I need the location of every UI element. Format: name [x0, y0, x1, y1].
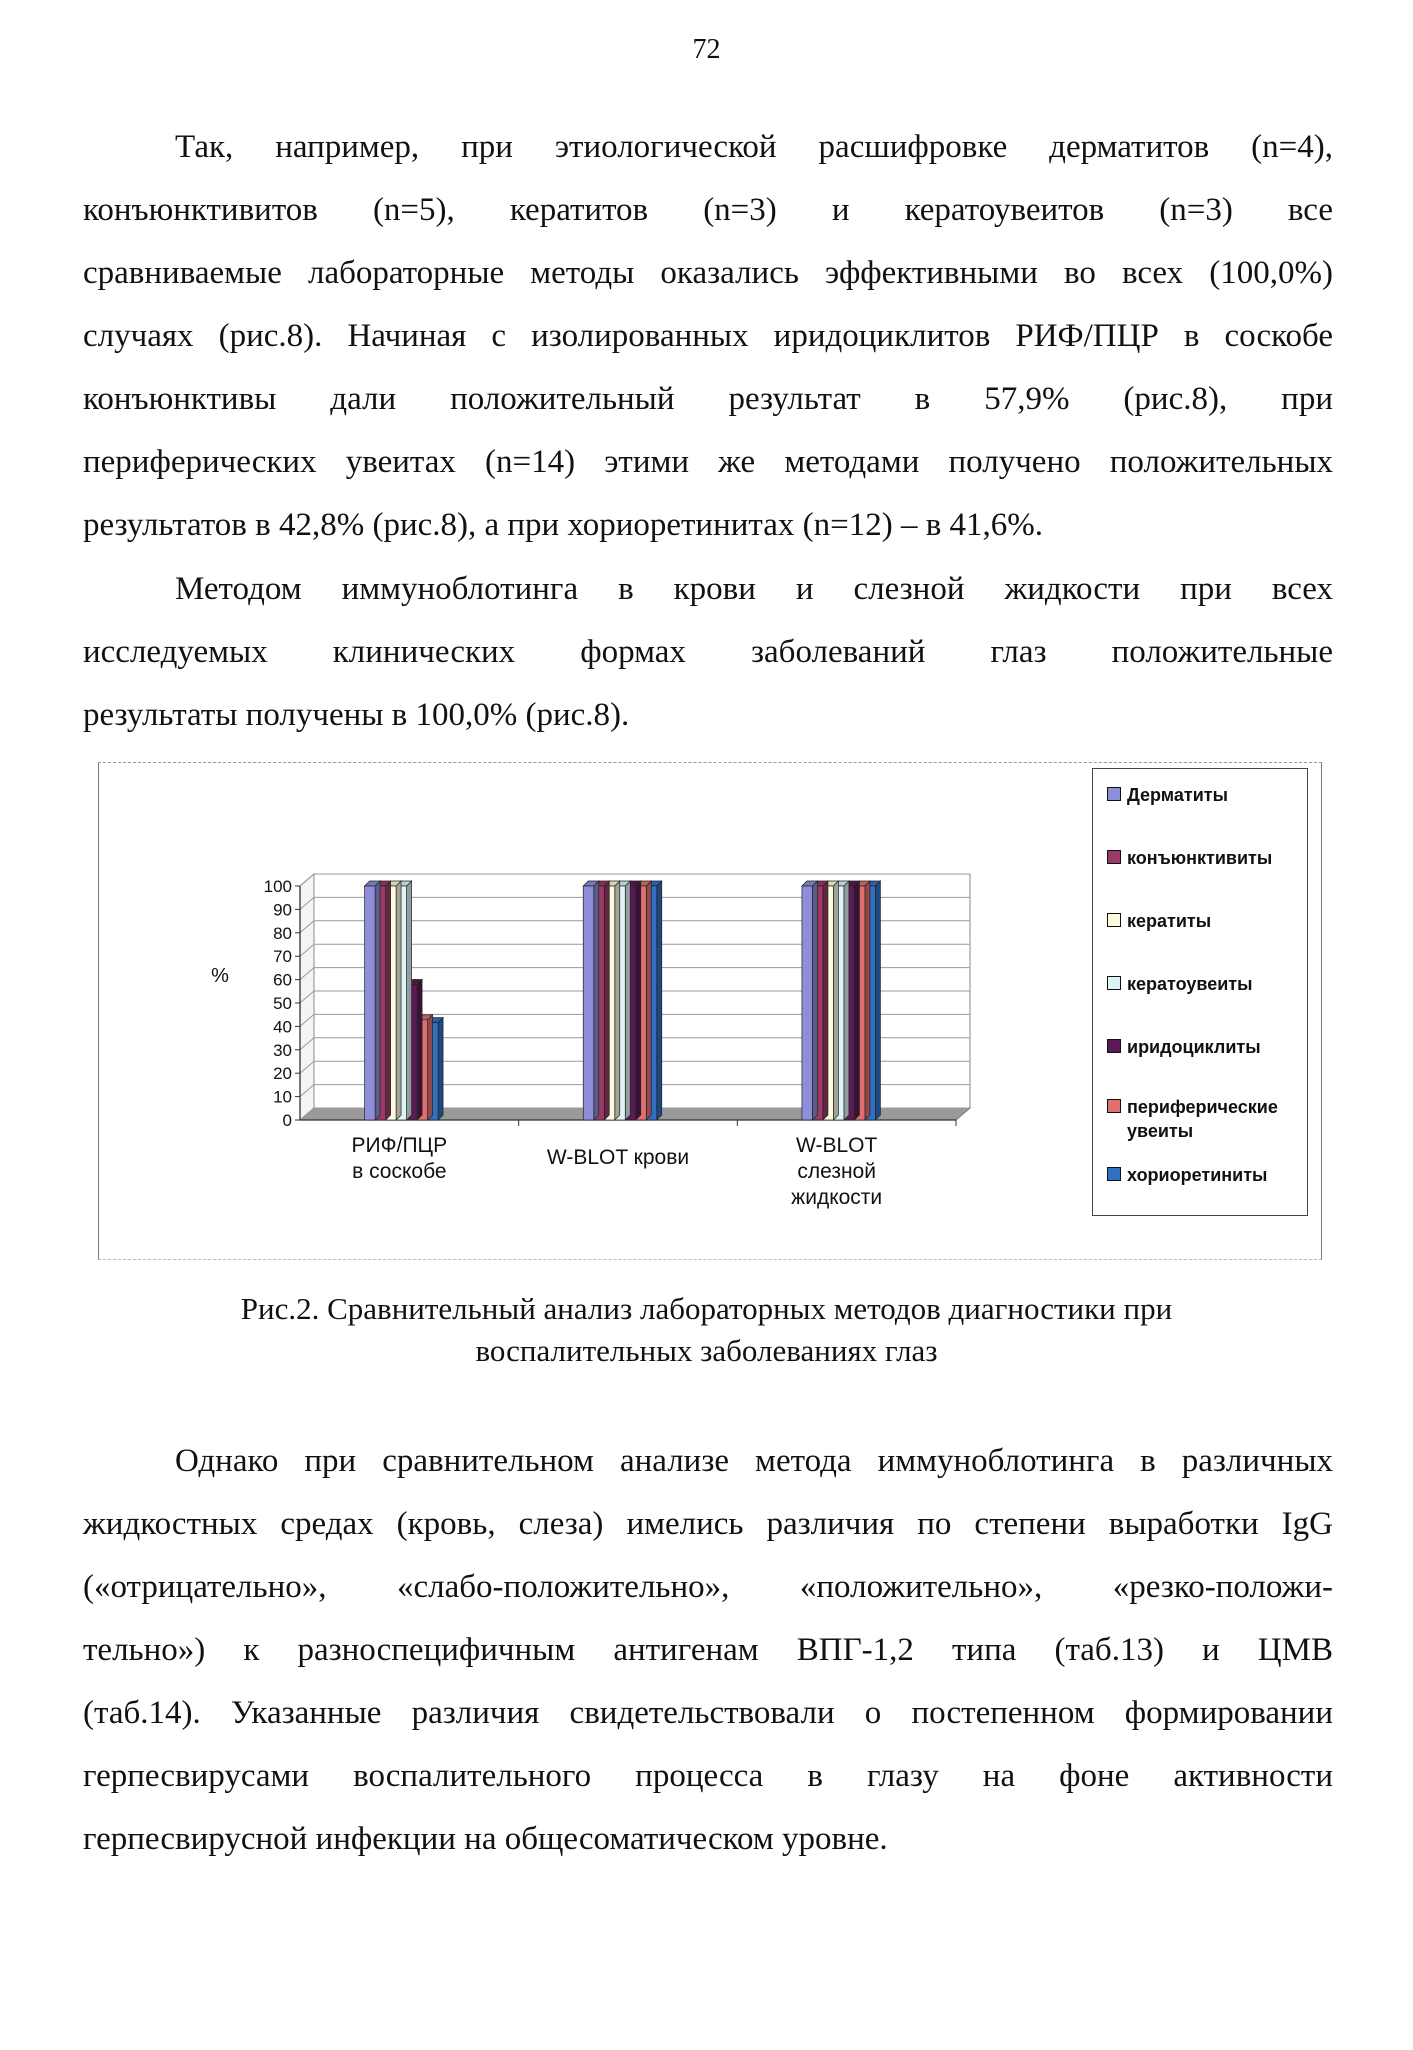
bar-side	[407, 881, 412, 1120]
text-line: случаях (рис.8). Начиная с изолированных иридоциклитов РИФ/ПЦР в соскобе	[83, 318, 1333, 354]
x-category-label: РИФ/ПЦР	[351, 1134, 448, 1157]
bar-front	[583, 886, 594, 1120]
x-category-label: слезной	[797, 1160, 876, 1183]
bar	[802, 881, 818, 1120]
page-number: 72	[692, 34, 721, 65]
paragraph-1	[83, 116, 1333, 557]
chart-legend	[1092, 768, 1308, 1216]
figure-caption	[0, 1288, 1413, 1372]
x-category-label: в соскобе	[352, 1160, 447, 1183]
bar	[365, 881, 381, 1120]
legend-item	[1107, 1163, 1303, 1187]
paragraph-2	[83, 558, 1333, 747]
legend-label: хориоретиниты	[1127, 1165, 1268, 1185]
text-line: периферических увеитах (n=14) этими же методами получено положительных	[83, 444, 1333, 480]
x-category-label: W-BLOT	[796, 1134, 878, 1157]
legend-item	[1107, 909, 1303, 933]
text-line: тельно») к разноспецифичным антигенам ВПГ-1,2 типа (таб.13) и ЦМВ	[83, 1632, 1333, 1668]
y-tick-label: 90	[273, 900, 292, 920]
legend-item	[1107, 1095, 1303, 1143]
bar-side	[375, 881, 380, 1120]
y-tick-label: 10	[273, 1087, 292, 1107]
bar-side	[854, 881, 859, 1120]
x-category-label: W-BLOT крови	[546, 1146, 690, 1169]
y-tick-label: 0	[282, 1111, 292, 1130]
text-line: Методом иммуноблотинга в крови и слезной жидкости при всех	[175, 571, 1333, 607]
y-tick-label: 50	[273, 994, 292, 1013]
legend-label: Дерматиты	[1127, 785, 1228, 805]
caption-line-1: Рис.2. Сравнительный анализ лабораторных методов диагностики при	[240, 1291, 1173, 1326]
legend-swatch	[1107, 1099, 1121, 1113]
bar-side	[657, 881, 662, 1120]
y-tick-label: 80	[273, 923, 292, 943]
y-tick-label: 60	[273, 970, 292, 990]
legend-item	[1107, 972, 1303, 996]
bar-front	[365, 886, 376, 1120]
legend-swatch	[1107, 976, 1121, 990]
bar-side	[396, 881, 401, 1120]
y-tick-label: 20	[273, 1064, 292, 1084]
y-tick-label: 40	[273, 1017, 292, 1037]
text-line: герпесвирусами воспалительного процесса в глазу на фоне активности	[83, 1758, 1333, 1794]
bar-side	[833, 881, 838, 1120]
bar	[583, 881, 599, 1120]
y-tick-label: 70	[273, 947, 292, 967]
legend-label: иридоциклиты	[1127, 1037, 1261, 1057]
bar-side	[604, 881, 609, 1120]
text-line: Так, например, при этиологической расшифровке дерматитов (n=4),	[175, 129, 1333, 165]
legend-label: кератоувеиты	[1127, 974, 1253, 994]
text-line: (таб.14). Указанные различия свидетельствовали о постепенном формировании	[83, 1695, 1333, 1731]
y-tick-label: 30	[273, 1040, 292, 1060]
bar-side	[428, 1015, 433, 1120]
bar-side	[844, 881, 849, 1120]
bar-side	[636, 881, 641, 1120]
bar-side	[812, 881, 817, 1120]
text-line: («отрицательно», «слабо-положительно», «положительно», «резко-положи-	[83, 1569, 1333, 1605]
text-line: исследуемых клинических формах заболеваний глаз положительные	[83, 634, 1333, 670]
paragraph-3	[83, 1430, 1333, 1871]
bar-side	[823, 881, 828, 1120]
legend-label: периферические увеиты	[1127, 1097, 1278, 1141]
legend-swatch	[1107, 1167, 1121, 1181]
legend-swatch	[1107, 913, 1121, 927]
text-line: результаты получены в 100,0% (рис.8).	[83, 697, 630, 733]
bar-side	[875, 881, 880, 1120]
text-line: сравниваемые лабораторные методы оказались эффективными во всех (100,0%)	[83, 255, 1333, 291]
y-tick-label: 100	[263, 877, 292, 896]
caption-line-2: воспалительных заболеваниях глаз	[475, 1333, 938, 1368]
legend-swatch	[1107, 850, 1121, 864]
legend-swatch	[1107, 787, 1121, 801]
bar-side	[646, 881, 651, 1120]
bar-chart	[98, 762, 1098, 1258]
text-line: конъюнктивитов (n=5), кератитов (n=3) и кератоувеитов (n=3) все	[83, 192, 1333, 228]
y-axis-label: %	[211, 965, 229, 987]
x-category-label: жидкости	[791, 1186, 883, 1209]
text-line: герпесвирусной инфекции на общесоматическом уровне.	[83, 1821, 888, 1857]
legend-label: кератиты	[1127, 911, 1212, 931]
legend-label: конъюнктивиты	[1127, 848, 1273, 868]
bar-side	[417, 980, 422, 1120]
text-line: жидкостных средах (кровь, слеза) имелись различия по степени выработки IgG	[83, 1506, 1333, 1542]
bar-side	[594, 881, 599, 1120]
text-line: конъюнктивы дали положительный результат в 57,9% (рис.8), при	[83, 381, 1333, 417]
bar-side	[386, 881, 391, 1120]
text-line: Однако при сравнительном анализе метода иммуноблотинга в различных	[175, 1443, 1333, 1479]
legend-item	[1107, 783, 1303, 807]
legend-item	[1107, 1035, 1303, 1059]
legend-swatch	[1107, 1039, 1121, 1053]
bar-side	[615, 881, 620, 1120]
bar-side	[625, 881, 630, 1120]
bar-side	[438, 1018, 443, 1120]
legend-item	[1107, 846, 1303, 870]
bar-front	[802, 886, 813, 1120]
text-line: результатов в 42,8% (рис.8), а при хориоретинитах (n=12) – в 41,6%.	[83, 507, 1044, 543]
bar-side	[865, 881, 870, 1120]
